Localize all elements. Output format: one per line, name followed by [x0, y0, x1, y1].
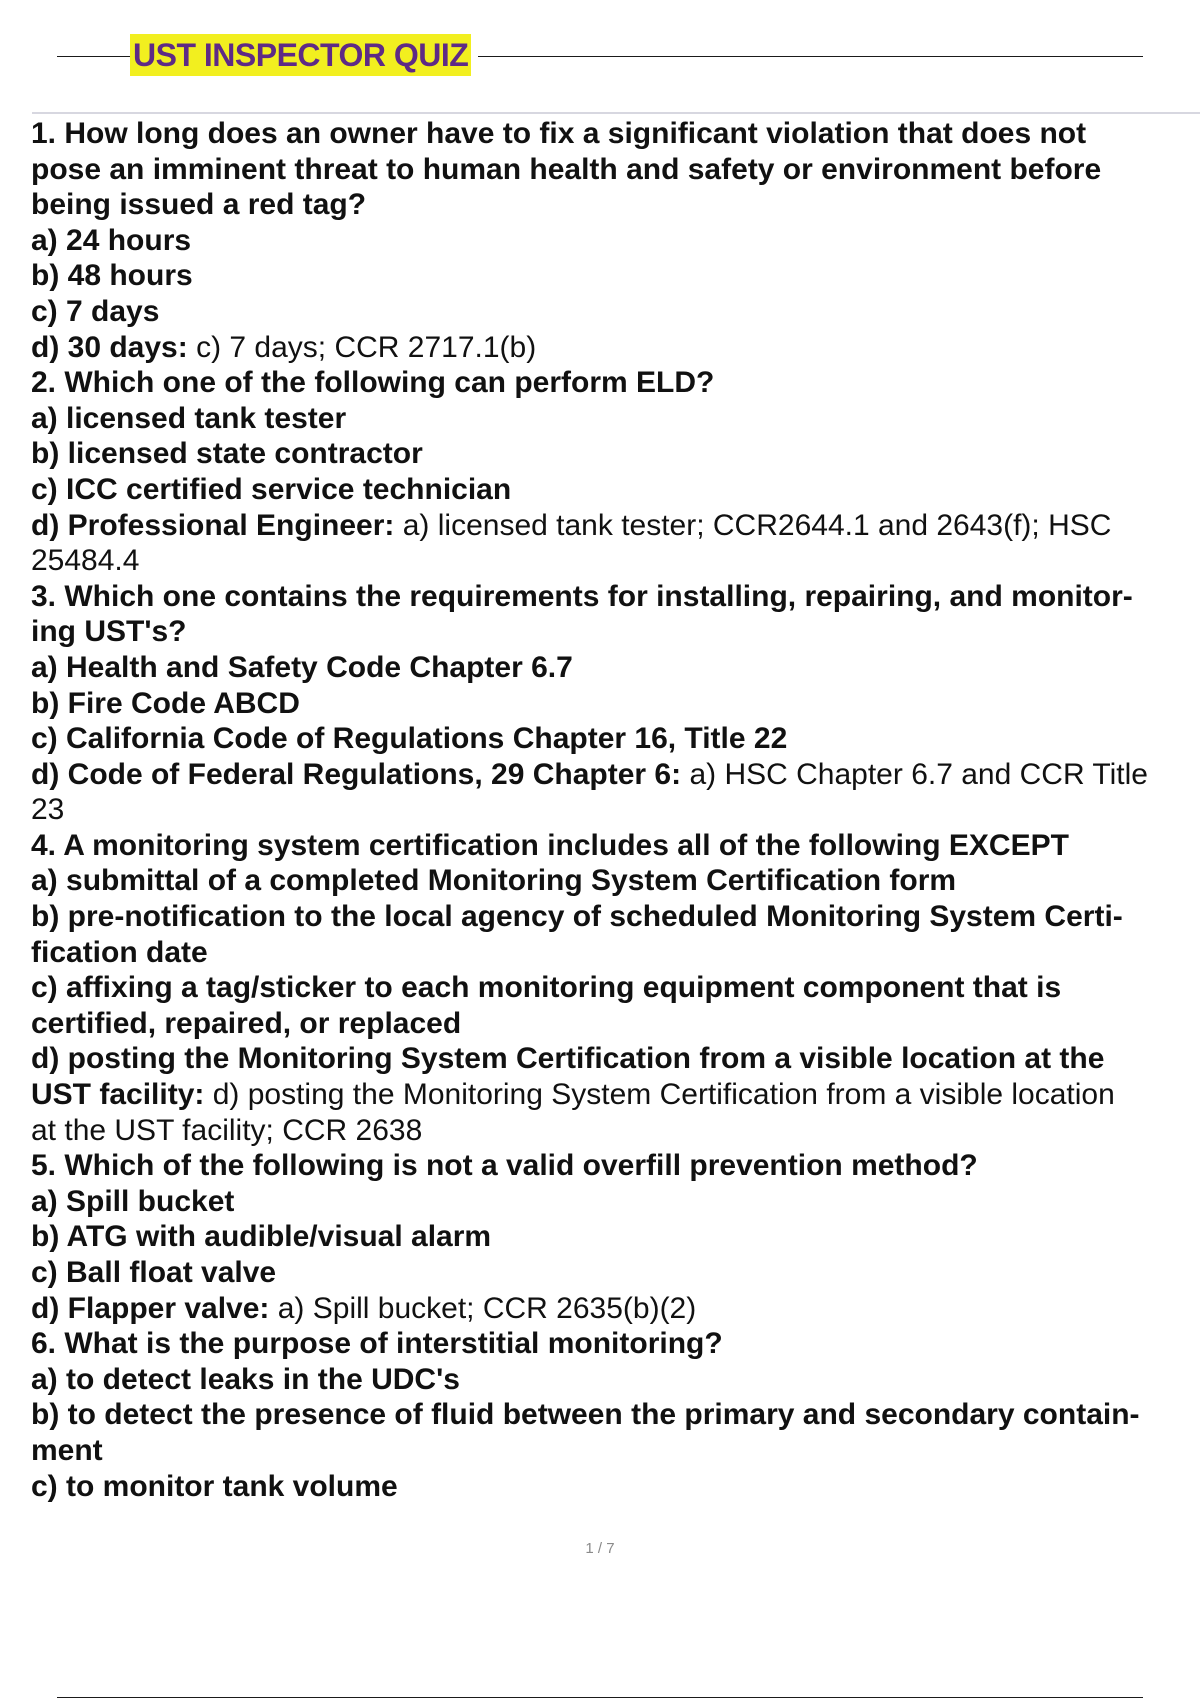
- quiz-line-answer-text: a) Spill bucket; CCR 2635(b)(2): [269, 1291, 697, 1325]
- quiz-line: [31, 792, 1200, 828]
- quiz-line: [31, 721, 1200, 757]
- page-number: 1 / 7: [585, 1540, 615, 1557]
- quiz-line-bold-text: a) 24 hours: [31, 223, 192, 257]
- quiz-line-bold-text: a) licensed tank tester: [31, 401, 347, 435]
- header-rule-right: [478, 56, 1143, 57]
- quiz-line: [31, 935, 1200, 971]
- quiz-line-bold-text: pose an imminent threat to human health and safety or environment before: [31, 152, 1102, 186]
- quiz-line-bold-text: being issued a red tag?: [31, 188, 367, 222]
- quiz-line: [31, 899, 1200, 935]
- header-divider: [32, 112, 1200, 114]
- document-title: UST INSPECTOR QUIZ: [130, 34, 471, 76]
- quiz-line: [31, 294, 1200, 330]
- quiz-line: [31, 543, 1200, 579]
- quiz-line-bold-text: b) pre-notification to the local agency of scheduled Monitoring System Certi-: [31, 900, 1123, 934]
- quiz-line-bold-text: c) 7 days: [31, 294, 160, 328]
- quiz-line-bold-text: b) 48 hours: [31, 259, 193, 293]
- quiz-line-bold-text: 3. Which one contains the requirements for installing, repairing, and monitor-: [31, 579, 1133, 613]
- quiz-line-bold-text: d) Professional Engineer:: [31, 508, 395, 542]
- quiz-line: [31, 1362, 1200, 1398]
- quiz-line: [31, 1469, 1200, 1505]
- quiz-line: [31, 828, 1200, 864]
- quiz-line-bold-text: d) posting the Monitoring System Certification from a visible location at the: [31, 1042, 1105, 1076]
- quiz-line-bold-text: b) licensed state contractor: [31, 437, 423, 471]
- quiz-line: [31, 472, 1200, 508]
- footer-rule: [57, 1697, 1143, 1698]
- quiz-line-bold-text: b) Fire Code ABCD: [31, 686, 300, 720]
- quiz-line-bold-text: c) affixing a tag/sticker to each monitoring equipment component that is: [31, 971, 1062, 1005]
- quiz-line: [31, 330, 1200, 366]
- quiz-line: [31, 650, 1200, 686]
- quiz-line-answer-text: c) 7 days; CCR 2717.1(b): [187, 330, 537, 364]
- quiz-content: [31, 116, 1200, 1504]
- quiz-line-bold-text: a) Health and Safety Code Chapter 6.7: [31, 650, 573, 684]
- quiz-line-answer-text: a) HSC Chapter 6.7 and CCR Title: [681, 757, 1148, 791]
- quiz-line-bold-text: c) California Code of Regulations Chapter 16, Title 22: [31, 722, 788, 756]
- quiz-line-answer-text: a) licensed tank tester; CCR2644.1 and 2643(f); HSC: [394, 508, 1112, 542]
- quiz-line: [31, 1326, 1200, 1362]
- quiz-line: [31, 863, 1200, 899]
- quiz-line: [31, 1255, 1200, 1291]
- quiz-line: [31, 970, 1200, 1006]
- quiz-line-answer-text: 23: [31, 793, 65, 827]
- quiz-line: [31, 1041, 1200, 1077]
- quiz-line: [31, 1113, 1200, 1149]
- quiz-line-bold-text: b) ATG with audible/visual alarm: [31, 1220, 492, 1254]
- quiz-line-bold-text: 1. How long does an owner have to fix a significant violation that does not: [31, 117, 1087, 150]
- quiz-line: [31, 614, 1200, 650]
- quiz-line-bold-text: certified, repaired, or replaced: [31, 1006, 462, 1040]
- quiz-line: [31, 152, 1200, 188]
- quiz-line: [31, 508, 1200, 544]
- quiz-line-answer-text: 25484.4: [31, 544, 140, 578]
- quiz-line-bold-text: UST facility:: [31, 1078, 205, 1112]
- quiz-line: [31, 223, 1200, 259]
- quiz-line-bold-text: ment: [31, 1433, 103, 1467]
- quiz-line-bold-text: a) submittal of a completed Monitoring System Certification form: [31, 864, 957, 898]
- quiz-line: [31, 1184, 1200, 1220]
- quiz-line-bold-text: c) to monitor tank volume: [31, 1469, 398, 1503]
- quiz-line: [31, 579, 1200, 615]
- quiz-line-bold-text: 5. Which of the following is not a valid overfill prevention method?: [31, 1149, 978, 1183]
- quiz-line-bold-text: d) Code of Federal Regulations, 29 Chapter 6:: [31, 757, 682, 791]
- quiz-line: [31, 1219, 1200, 1255]
- quiz-line: [31, 757, 1200, 793]
- quiz-line-bold-text: 6. What is the purpose of interstitial monitoring?: [31, 1327, 723, 1361]
- quiz-line-answer-text: at the UST facility; CCR 2638: [31, 1113, 423, 1147]
- quiz-line-bold-text: b) to detect the presence of fluid between the primary and secondary contain-: [31, 1398, 1140, 1432]
- quiz-line: [31, 1397, 1200, 1433]
- quiz-line: [31, 686, 1200, 722]
- quiz-line-bold-text: fication date: [31, 935, 208, 969]
- quiz-line-bold-text: a) to detect leaks in the UDC's: [31, 1362, 460, 1396]
- quiz-line-bold-text: a) Spill bucket: [31, 1184, 235, 1218]
- header-rule-left: [57, 56, 132, 57]
- quiz-line: [31, 1077, 1200, 1113]
- quiz-line: [31, 187, 1200, 223]
- quiz-line: [31, 258, 1200, 294]
- quiz-line-bold-text: c) ICC certified service technician: [31, 472, 512, 506]
- quiz-line: [31, 1291, 1200, 1327]
- quiz-line-bold-text: c) Ball float valve: [31, 1256, 277, 1289]
- quiz-line: [31, 1148, 1200, 1184]
- quiz-line-bold-text: d) 30 days:: [31, 330, 188, 364]
- quiz-line-answer-text: d) posting the Monitoring System Certification from a visible location: [204, 1078, 1115, 1112]
- quiz-line: [31, 436, 1200, 472]
- quiz-line-bold-text: d) Flapper valve:: [31, 1291, 270, 1325]
- quiz-line-bold-text: 2. Which one of the following can perform ELD?: [31, 366, 715, 400]
- quiz-line-bold-text: 4. A monitoring system certification includes all of the following EXCEPT: [31, 828, 1069, 862]
- quiz-line: [31, 1433, 1200, 1469]
- quiz-line: [31, 365, 1200, 401]
- quiz-line: [31, 1006, 1200, 1042]
- quiz-line: [31, 116, 1200, 152]
- quiz-line: [31, 401, 1200, 437]
- quiz-line-bold-text: ing UST's?: [31, 615, 187, 649]
